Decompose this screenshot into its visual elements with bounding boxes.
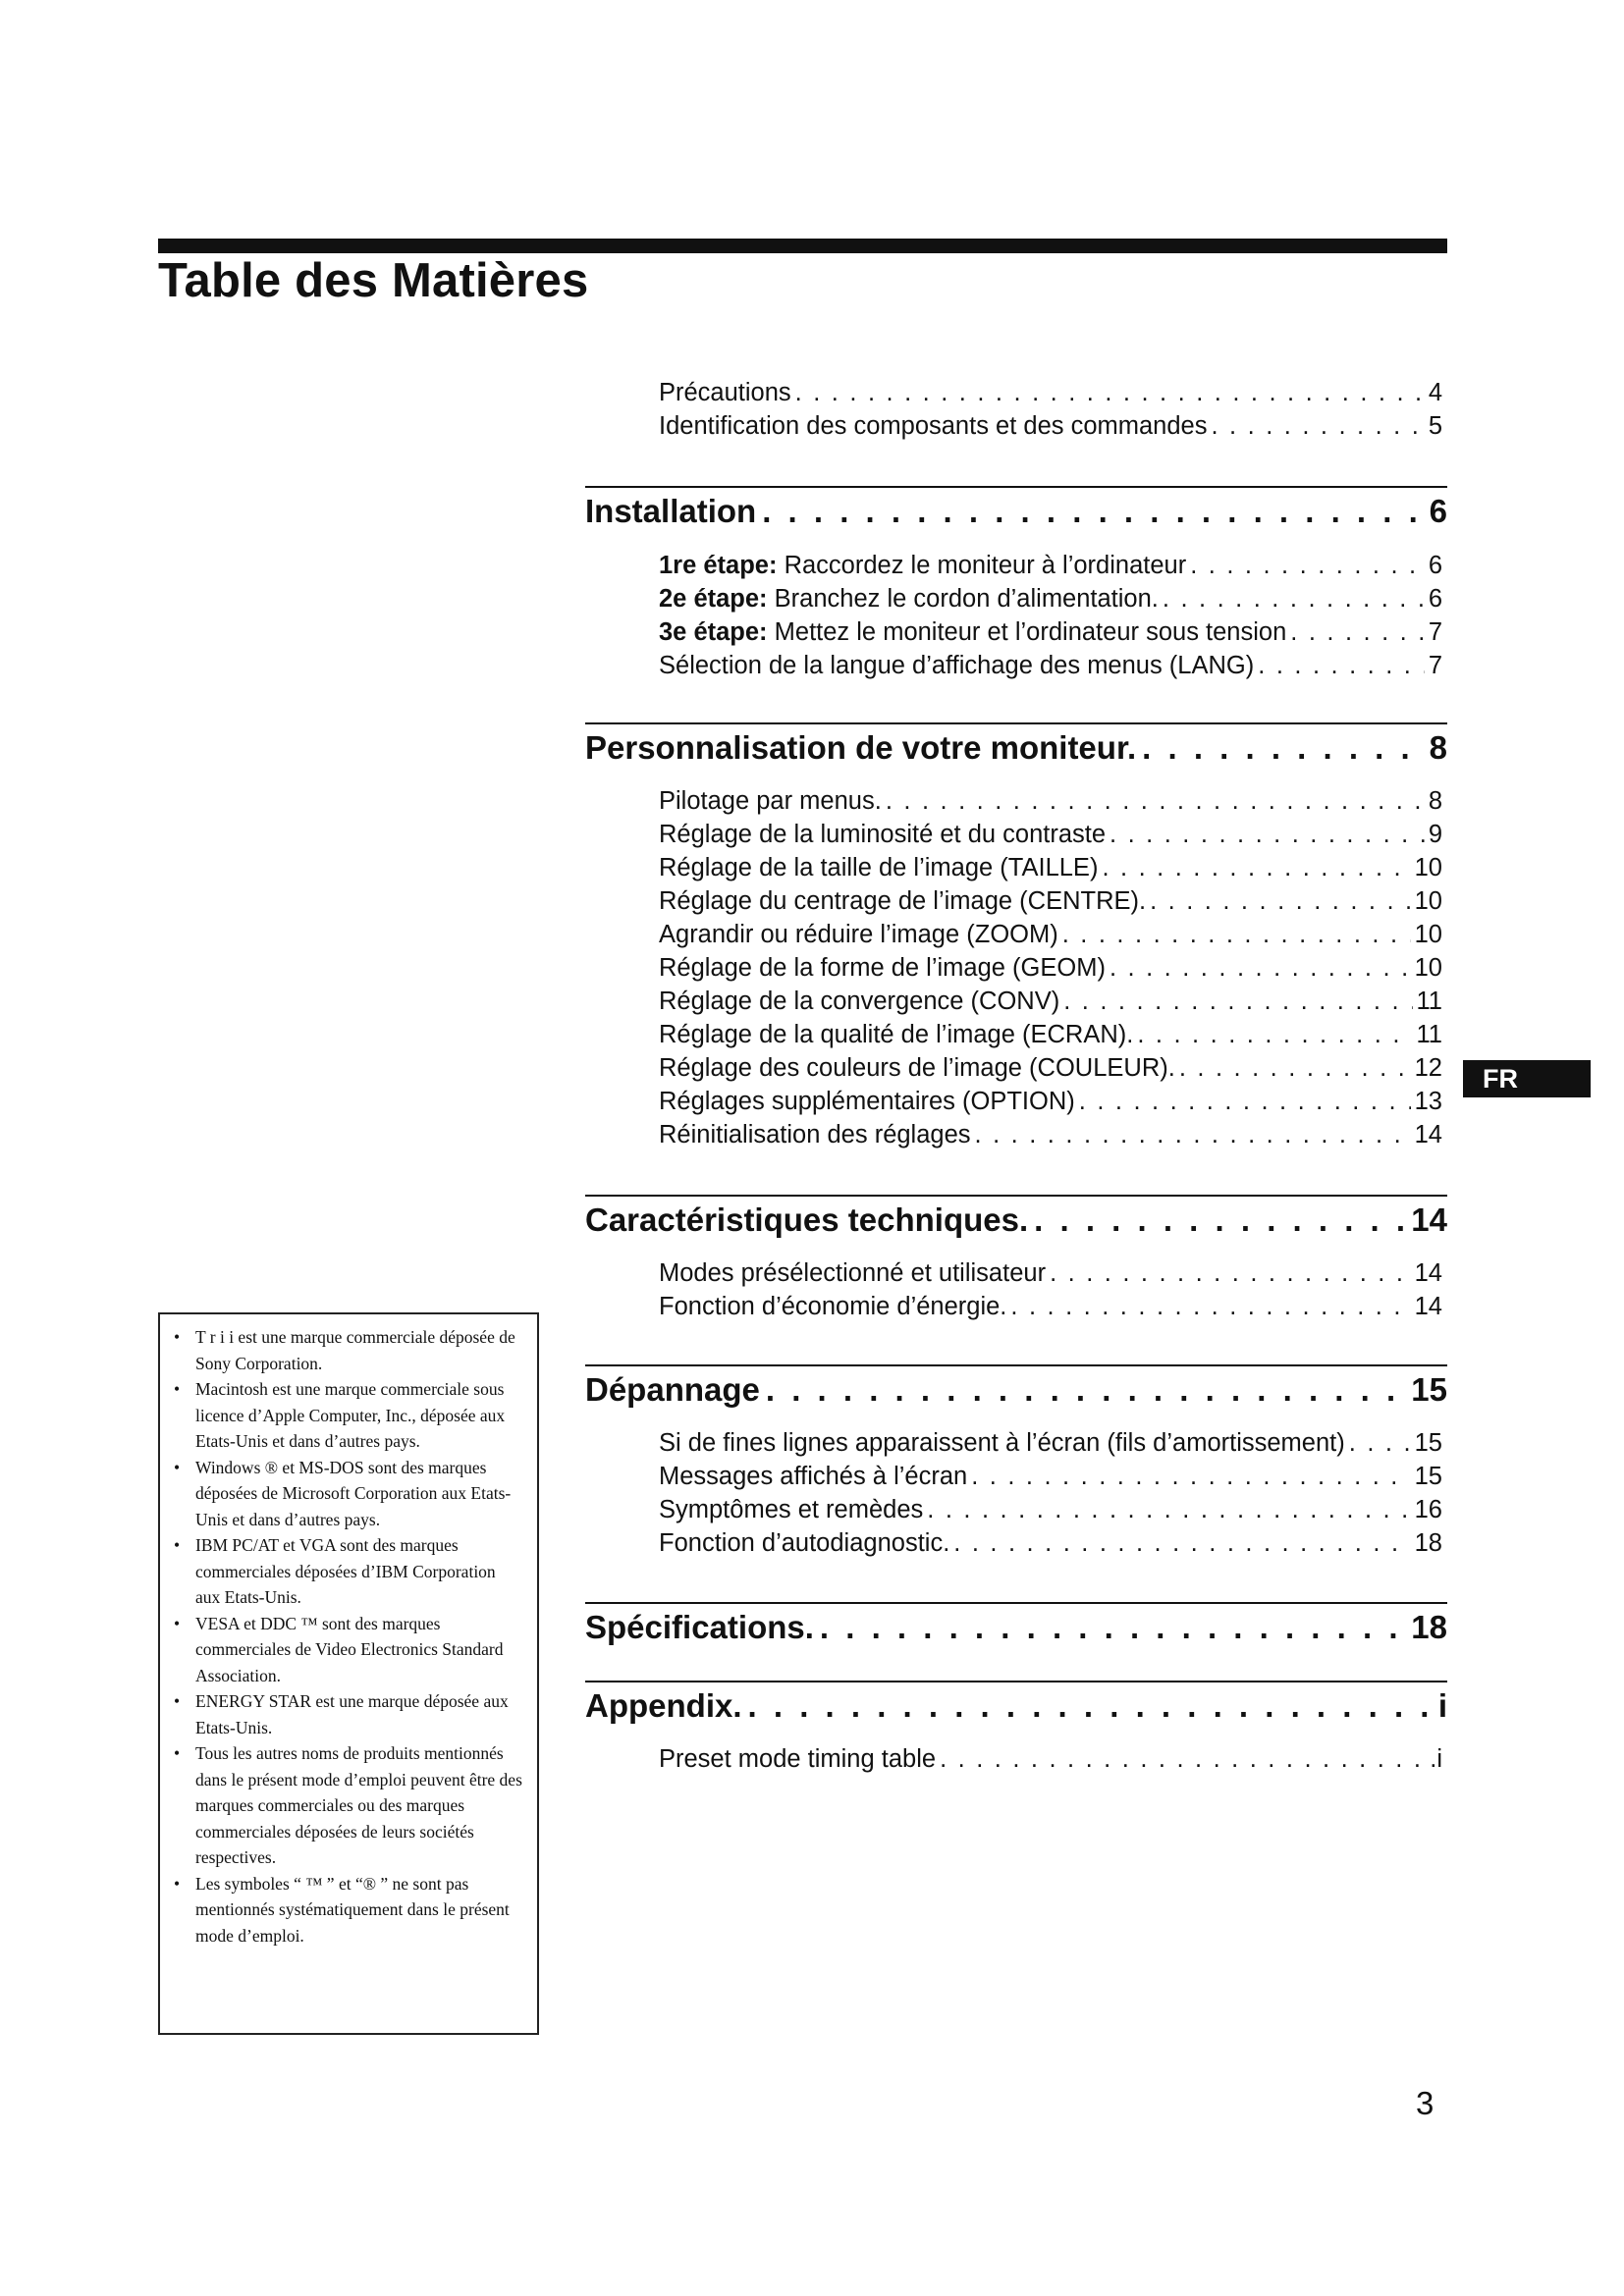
- trademark-notice-box: [158, 1312, 539, 2035]
- toc-entry-zoom[interactable]: Agrandir ou réduire l’image (ZOOM) . . . 10: [659, 918, 1442, 951]
- toc-entry-step-3[interactable]: 3e étape: Mettez le moniteur et l’ordinateur sous tension . . . 7: [659, 615, 1442, 649]
- trademark-item: • IBM PC/AT et VGA sont des marques commerciales déposées d’IBM Corporation aux Etats-Unis.: [172, 1532, 523, 1611]
- toc-entry-economie[interactable]: Fonction d’économie d’énergie. . . . 14: [659, 1290, 1442, 1323]
- trademark-item: • Les symboles “ ™ ” et “® ” ne sont pas mentionnés systématiquement dans le présent mode d’emploi.: [172, 1871, 523, 1949]
- toc-entry-luminosite[interactable]: Réglage de la luminosité et du contraste . . . 9: [659, 818, 1442, 851]
- toc-entry-lang[interactable]: Sélection de la langue d’affichage des menus (LANG) . . . 7: [659, 649, 1442, 682]
- trademark-item: • ENERGY STAR est une marque déposée aux Etats-Unis.: [172, 1688, 523, 1740]
- toc-entry-ecran[interactable]: Réglage de la qualité de l’image (ECRAN). . . . 11: [659, 1018, 1442, 1051]
- toc-entry-centre[interactable]: Réglage du centrage de l’image (CENTRE). . . . 10: [659, 884, 1442, 918]
- toc-entry-couleur[interactable]: Réglage des couleurs de l’image (COULEUR). . . . 12: [659, 1051, 1442, 1085]
- toc-entry-reinitialisation[interactable]: Réinitialisation des réglages . . . 14: [659, 1118, 1442, 1151]
- toc-entry-taille[interactable]: Réglage de la taille de l’image (TAILLE) . . . 10: [659, 851, 1442, 884]
- page-title: Table des Matières: [158, 254, 589, 307]
- trademark-item: • VESA et DDC ™ sont des marques commerciales de Video Electronics Standard Association.: [172, 1611, 523, 1689]
- toc-section-depannage[interactable]: Dépannage . . . 15: [585, 1364, 1447, 1415]
- toc-entry-symptomes[interactable]: Symptômes et remèdes . . . 16: [659, 1493, 1442, 1526]
- toc-entry-option[interactable]: Réglages supplémentaires (OPTION) . . . 13: [659, 1085, 1442, 1118]
- trademark-list: [172, 1324, 523, 1949]
- toc-entry-geom[interactable]: Réglage de la forme de l’image (GEOM) . . . 10: [659, 951, 1442, 985]
- toc-section-caracteristiques[interactable]: Caractéristiques techniques. . . . 14: [585, 1195, 1447, 1246]
- toc-section-appendix[interactable]: Appendix. . . . i: [585, 1681, 1447, 1732]
- trademark-item: • T r i i est une marque commerciale déposée de Sony Corporation.: [172, 1324, 523, 1376]
- toc-entry-autodiagnostic[interactable]: Fonction d’autodiagnostic. . . . 18: [659, 1526, 1442, 1560]
- trademark-item: • Windows ® et MS-DOS sont des marques déposées de Microsoft Corporation aux Etats-Unis et dans d’autres pays.: [172, 1455, 523, 1533]
- toc-entry-step-1[interactable]: 1re étape: Raccordez le moniteur à l’ordinateur . . . 6: [659, 549, 1442, 582]
- toc-entry-fines-lignes[interactable]: Si de fines lignes apparaissent à l’écran (fils d’amortissement) . . . 15: [659, 1426, 1442, 1460]
- top-rule: [158, 239, 1447, 253]
- toc-entry-conv[interactable]: Réglage de la convergence (CONV) . . . 11: [659, 985, 1442, 1018]
- trademark-item: • Tous les autres noms de produits mentionnés dans le présent mode d’emploi peuvent être des marques commerciales ou des marques commerciales déposées de leurs sociétés respectives.: [172, 1740, 523, 1871]
- toc-entry-identification[interactable]: Identification des composants et des commandes . . . 5: [659, 409, 1442, 443]
- toc-entry-menus[interactable]: Pilotage par menus. . . . 8: [659, 784, 1442, 818]
- toc-entry-modes[interactable]: Modes présélectionné et utilisateur . . . 14: [659, 1256, 1442, 1290]
- toc-section-personnalisation[interactable]: Personnalisation de votre moniteur. . . . 8: [585, 722, 1447, 774]
- toc-section-installation[interactable]: Installation . . . 6: [585, 486, 1447, 537]
- toc-entry-messages[interactable]: Messages affichés à l’écran . . . 15: [659, 1460, 1442, 1493]
- page-number: 3: [1416, 2085, 1435, 2121]
- toc-entry-precautions[interactable]: Précautions . . . 4: [659, 376, 1442, 409]
- language-tab: FR: [1463, 1060, 1591, 1097]
- toc-entry-step-2[interactable]: 2e étape: Branchez le cordon d’alimentation. . . . 6: [659, 582, 1442, 615]
- toc-entry-preset-timing[interactable]: Preset mode timing table . . . .i: [659, 1742, 1442, 1776]
- toc-section-specifications[interactable]: Spécifications. . . . 18: [585, 1602, 1447, 1653]
- trademark-item: • Macintosh est une marque commerciale sous licence d’Apple Computer, Inc., déposée aux Etats-Unis et dans d’autres pays.: [172, 1376, 523, 1455]
